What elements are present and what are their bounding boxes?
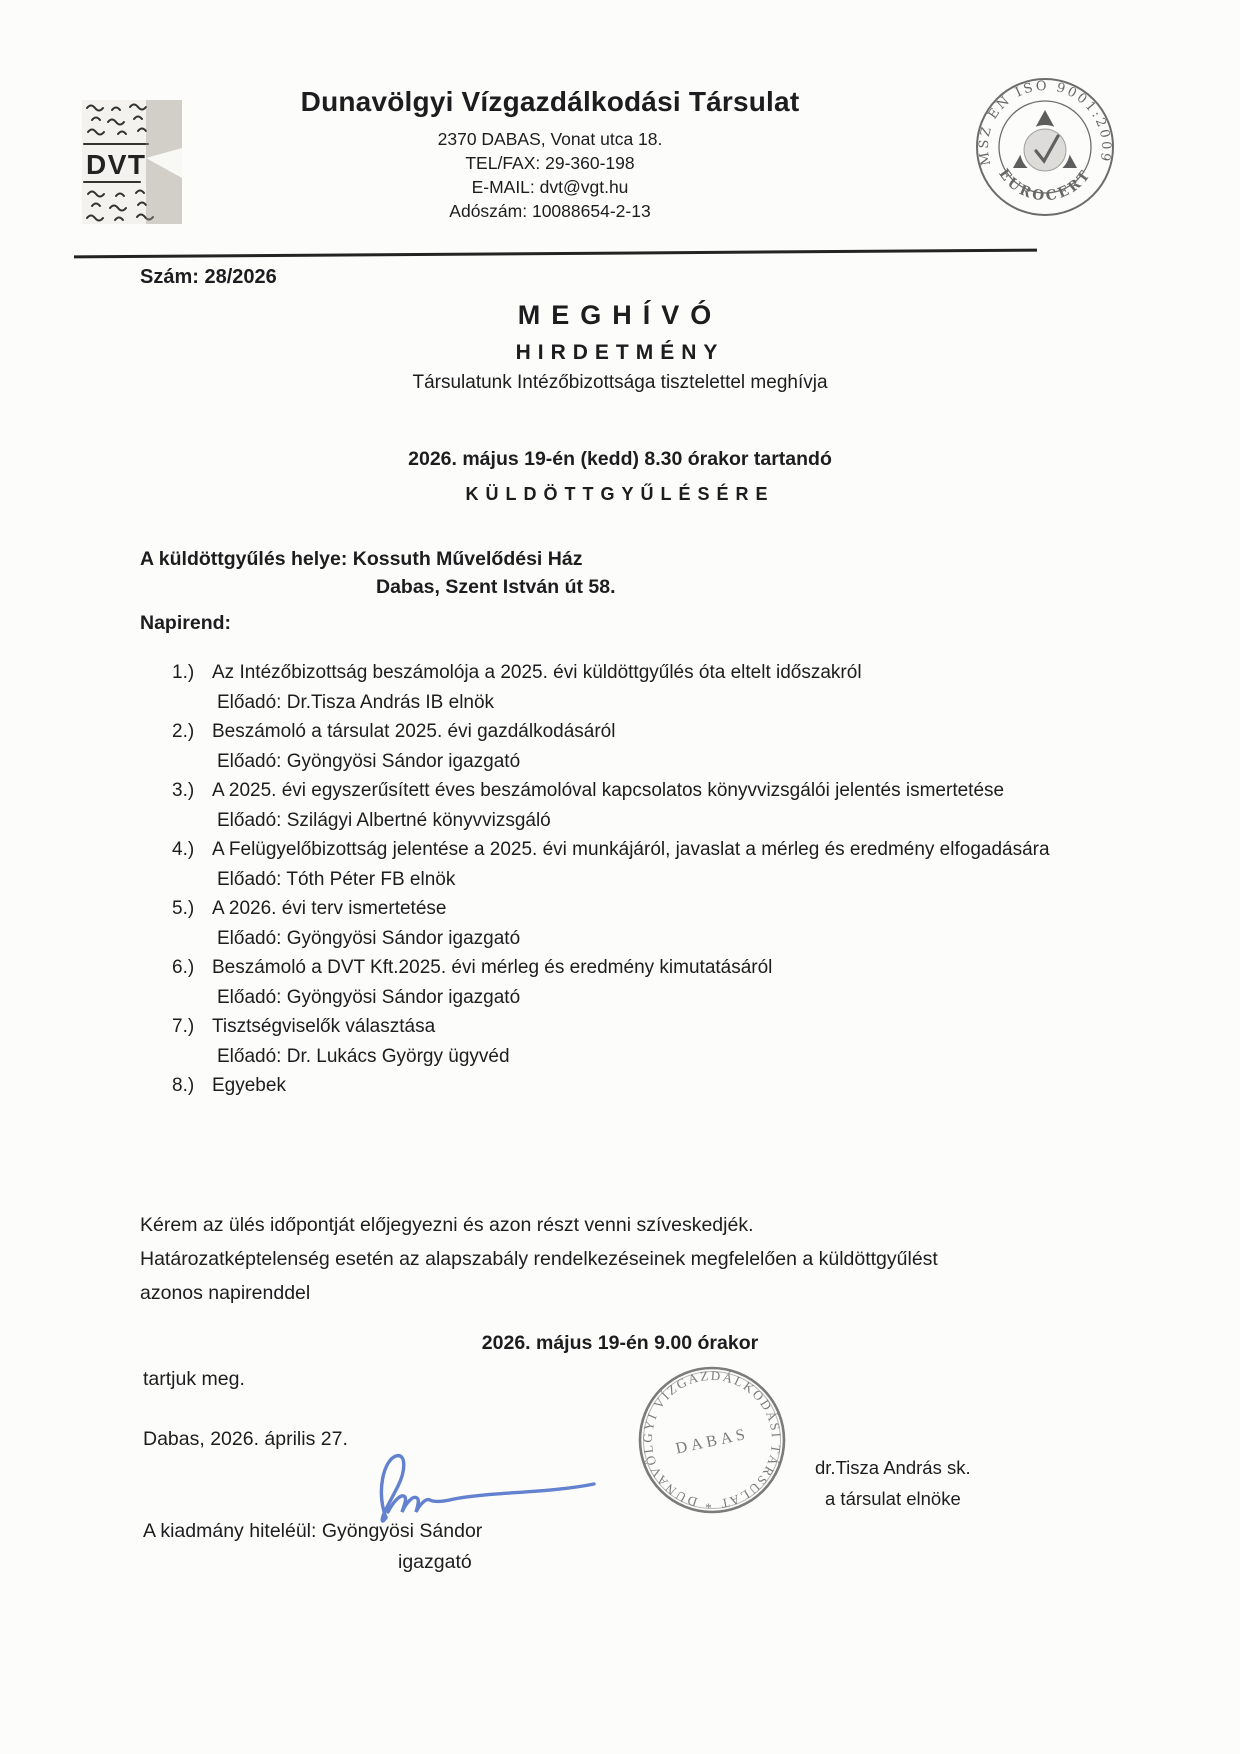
signatory-block (815, 1452, 971, 1514)
agenda-item-presenter: Előadó: Dr. Lukács György ügyvéd (217, 1045, 510, 1067)
session-datetime: 2026. május 19-én (kedd) 8.30 órakor tartandó (408, 448, 832, 470)
agenda-list (172, 658, 1056, 1101)
agenda-item-presenter: Előadó: Dr.Tisza András IB elnök (217, 691, 495, 713)
letterhead (210, 86, 890, 223)
agenda-item-number: 7.) (172, 1016, 195, 1037)
venue-block (140, 545, 616, 601)
agenda-label: Napirend: (140, 612, 232, 634)
agenda-item-title: A Felügyelőbizottság jelentése a 2025. évi munkájáról, javaslat a mérleg és eredmény elfogadására (212, 839, 1050, 860)
seal-bottom-label: EUROCERT (995, 165, 1096, 205)
closing-paragraph (140, 1208, 1105, 1310)
intro-line: Társulatunk Intézőbizottsága tisztelettel meghívja (412, 372, 828, 393)
agenda-item-number: 2.) (172, 721, 195, 742)
agenda-item-number: 6.) (172, 957, 195, 978)
document-subtitle: HIRDETMÉNY (515, 341, 725, 364)
agenda-item-presenter: Előadó: Gyöngyösi Sándor igazgató (217, 986, 521, 1008)
closing-line: Kérem az ülés időpontját előjegyezni és azon részt venni szíveskedjék. (140, 1214, 754, 1236)
agenda-item-number: 1.) (172, 662, 195, 683)
agenda-item-title: Tisztségviselők választása (212, 1016, 436, 1037)
agenda-item-presenter: Előadó: Szilágyi Albertné könyvvizsgáló (217, 809, 551, 831)
seal-arc-label: MSZ EN ISO 9001:2009 (976, 78, 1114, 167)
agenda-item-presenter: Előadó: Tóth Péter FB elnök (217, 868, 456, 890)
agenda-item-presenter: Előadó: Gyöngyösi Sándor igazgató (217, 750, 521, 772)
company-email: E-MAIL: dvt@vgt.hu (471, 177, 629, 197)
signatory-name: dr.Tisza András sk. (815, 1457, 971, 1478)
agenda-item-number: 3.) (172, 780, 195, 801)
dvt-logo (82, 100, 182, 224)
date-place-line: Dabas, 2026. április 27. (143, 1428, 348, 1450)
agenda-item (172, 1012, 1056, 1071)
header-divider (74, 249, 1037, 259)
fallback-suffix: tartjuk meg. (143, 1368, 245, 1390)
company-name: Dunavölgyi Vízgazdálkodási Társulat (300, 86, 800, 117)
company-tax-number: Adószám: 10088654-2-13 (449, 201, 651, 221)
agenda-item-presenter: Előadó: Gyöngyösi Sándor igazgató (217, 927, 521, 949)
agenda-item (172, 953, 1056, 1012)
agenda-item (172, 835, 1056, 894)
reference-number: Szám: 28/2026 (140, 266, 277, 288)
agenda-item-number: 5.) (172, 898, 195, 919)
company-telfax: TEL/FAX: 29-360-198 (465, 153, 635, 173)
seal-circle (1024, 129, 1066, 171)
venue-line (140, 545, 616, 573)
agenda-item (172, 658, 1056, 717)
closing-line: azonos napirenddel (140, 1282, 311, 1304)
company-address: 2370 DABAS, Vonat utca 18. (437, 129, 663, 149)
agenda-item (172, 894, 1056, 953)
signatory-title: a társulat elnöke (825, 1488, 961, 1509)
dvt-logo-text: DVT (86, 149, 147, 180)
agenda-item-number: 8.) (172, 1075, 195, 1096)
closing-line: Határozatképtelenség esetén az alapszabály rendelkezéseinek megfelelően a küldöttgyűlést (140, 1248, 938, 1270)
venue-label: A küldöttgyűlés helye: (140, 548, 348, 570)
attester-title: igazgató (398, 1551, 472, 1573)
agenda-item-title: A 2025. évi egyszerűsített éves beszámolóval kapcsolatos könyvvizsgálói jelentés ismertetése (212, 780, 1005, 801)
iso-certification-seal (972, 76, 1118, 222)
company-stamp (627, 1355, 797, 1525)
agenda-item-number: 4.) (172, 839, 195, 860)
fallback-datetime: 2026. május 19-én 9.00 órakor (481, 1332, 759, 1354)
stamp-ring-label: * DUNAVÖLGYI VÍZGAZDÁLKODÁSI TÁRSULAT (639, 1367, 785, 1513)
agenda-item (172, 776, 1056, 835)
agenda-item-title: A 2026. évi terv ismertetése (212, 898, 447, 919)
venue-name: Kossuth Művelődési Ház (352, 548, 583, 570)
signature-scribble (350, 1446, 610, 1526)
agenda-item-title: Az Intézőbizottság beszámolója a 2025. évi küldöttgyűlés óta eltelt időszakról (212, 662, 862, 683)
attestation-line: A kiadmány hiteléül: Gyöngyösi Sándor (143, 1520, 483, 1542)
agenda-item (172, 1071, 1056, 1101)
agenda-item (172, 717, 1056, 776)
agenda-item-title: Egyebek (212, 1075, 286, 1096)
venue-address: Dabas, Szent István út 58. (376, 576, 616, 598)
agenda-item-title: Beszámoló a társulat 2025. évi gazdálkodásáról (212, 721, 616, 742)
document-title: MEGHÍVÓ (517, 300, 723, 330)
session-name: KÜLDÖTTGYŰLÉSÉRE (465, 484, 775, 504)
stamp-center-label: DABAS (674, 1425, 751, 1458)
agenda-item-title: Beszámoló a DVT Kft.2025. évi mérleg és eredmény kimutatásáról (212, 957, 773, 978)
